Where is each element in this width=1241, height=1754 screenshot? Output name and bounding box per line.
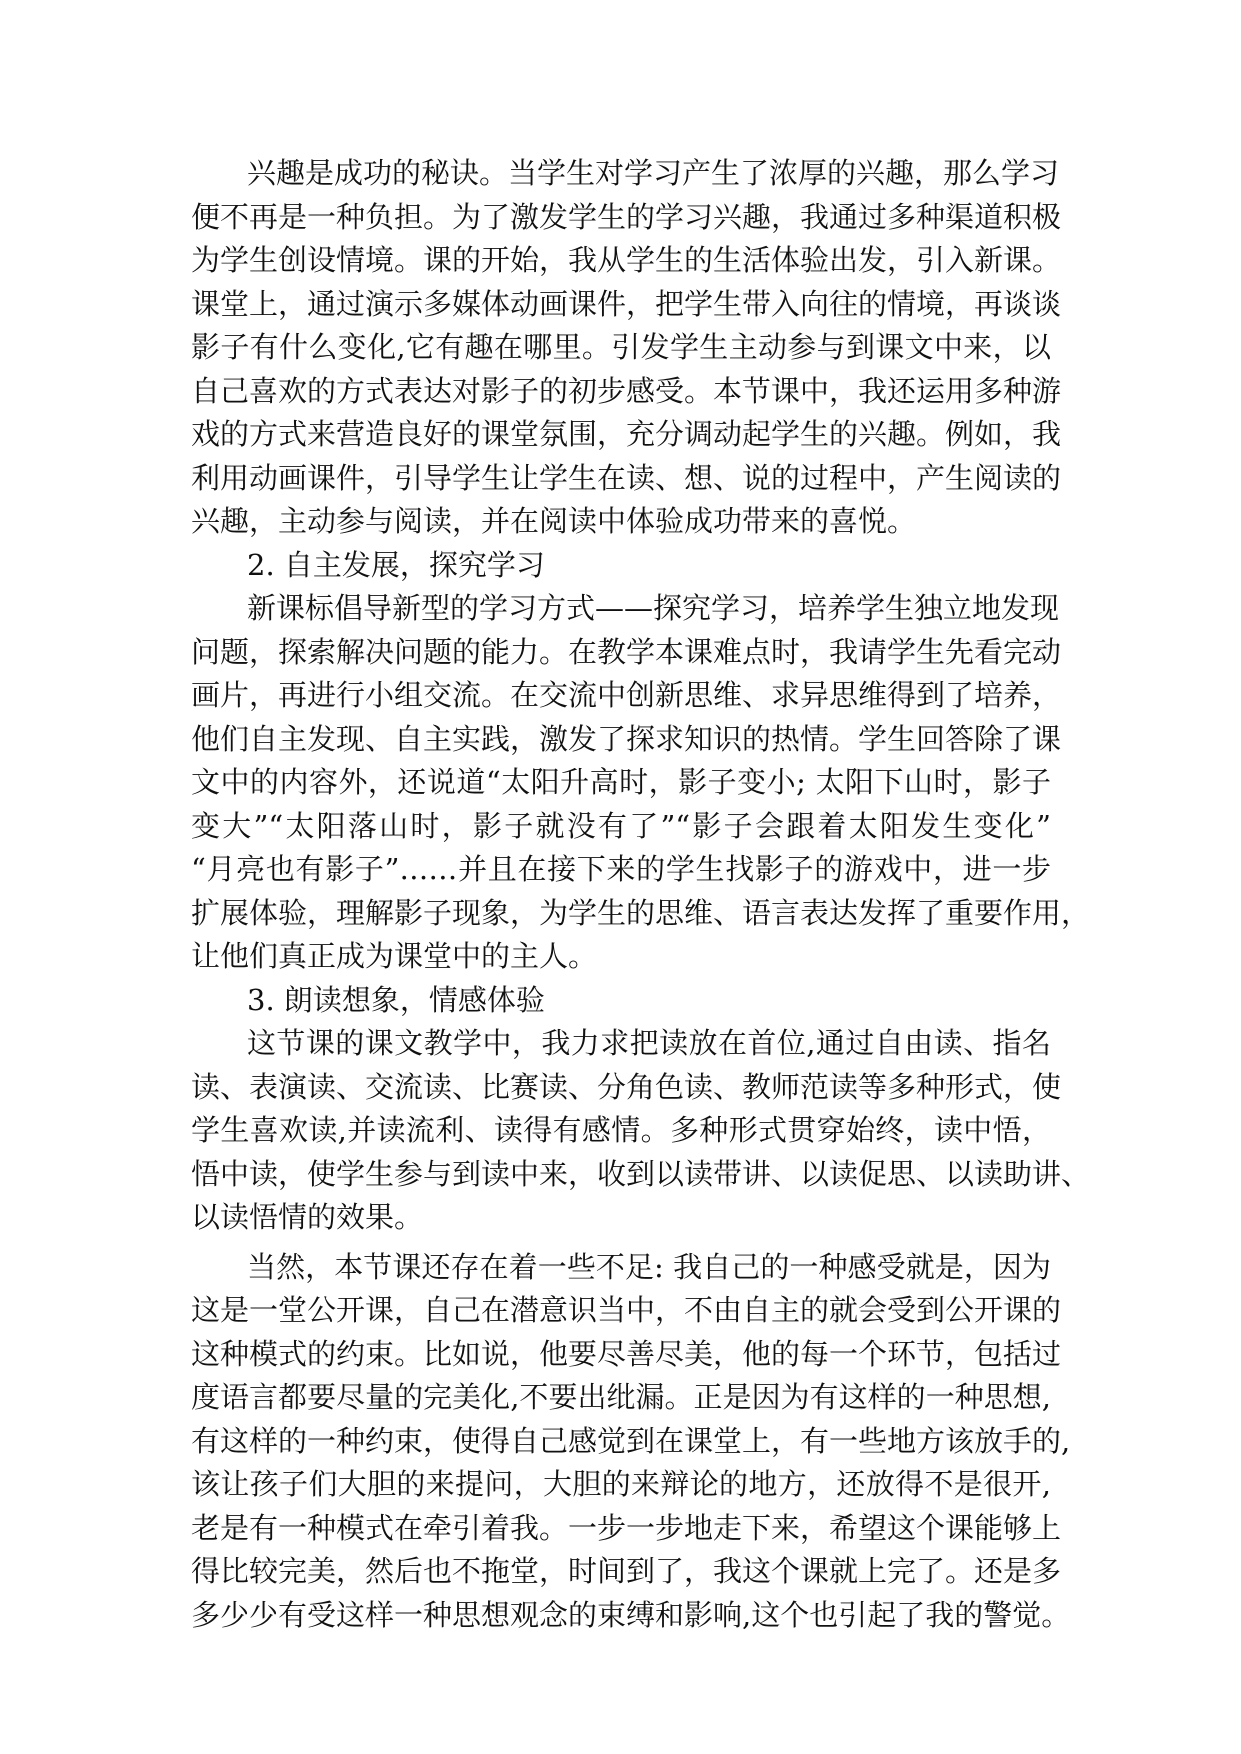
text-line: 问题，探索解决问题的能力。在教学本课难点时，我请学生先看完动	[191, 634, 1062, 669]
text-line: 读、表演读、交流读、比赛读、分角色读、教师范读等多种形式，使	[191, 1069, 1062, 1104]
text-line: 多少少有受这样一种思想观念的束缚和影响,这个也引起了我的警觉。	[191, 1597, 1071, 1632]
text-line: 文中的内容外，还说道“太阳升高时，影子变小; 太阳下山时，影子	[191, 765, 1051, 799]
text-line: 让他们真正成为课堂中的主人。	[191, 939, 598, 973]
text-line: 影子有什么变化,它有趣在哪里。引发学生主动参与到课文中来，以	[191, 330, 1051, 364]
document-body	[191, 152, 1091, 1637]
text-line: 这种模式的约束。比如说，他要尽善尽美，他的每一个环节，包括过	[191, 1336, 1062, 1371]
paragraph-interest	[191, 152, 1062, 544]
text-line: 有这样的一种约束，使得自己感觉到在课堂上，有一些地方该放手的,	[191, 1423, 1071, 1458]
text-line: 为学生创设情境。课的开始，我从学生的生活体验出发，引入新课。	[191, 243, 1062, 277]
text-line: 老是有一种模式在牵引着我。一步一步地走下来，希望这个课能够上	[191, 1510, 1062, 1545]
heading-text: 3. 朗读想象，情感体验	[247, 982, 545, 1017]
section-heading-3	[191, 979, 1051, 1023]
text-line: 以读悟情的效果。	[191, 1200, 424, 1234]
paragraph-reflection	[191, 1246, 1071, 1638]
text-line: 兴趣是成功的秘诀。当学生对学习产生了浓厚的兴趣，那么学习	[247, 156, 1060, 190]
text-line: 该让孩子们大胆的来提问，大胆的来辩论的地方，还放得不是很开,	[191, 1467, 1051, 1501]
paragraph-inquiry	[191, 587, 1091, 979]
text-line: 变大”“太阳落山时，影子就没有了”“影子会跟着太阳发生变化”	[191, 808, 1051, 843]
text-line: 课堂上，通过演示多媒体动画课件，把学生带入向往的情境，再谈谈	[191, 286, 1062, 321]
heading-text: 2. 自主发展，探究学习	[247, 547, 545, 582]
text-line: 他们自主发现、自主实践，激发了探求知识的热情。学生回答除了课	[191, 721, 1062, 756]
text-line: 画片，再进行小组交流。在交流中创新思维、求异思维得到了培养，	[191, 678, 1062, 712]
text-line: 便不再是一种负担。为了激发学生的学习兴趣，我通过多种渠道积极	[191, 199, 1062, 234]
paragraph-reading	[191, 1022, 1091, 1240]
text-line: 悟中读，使学生参与到读中来，收到以读带讲、以读促思、以读助讲、	[191, 1156, 1091, 1191]
text-line: 度语言都要尽量的完美化,不要出纰漏。正是因为有这样的一种思想,	[191, 1380, 1051, 1414]
text-line: 这节课的课文教学中，我力求把读放在首位,通过自由读、指名	[247, 1026, 1051, 1060]
section-heading-2	[191, 544, 1051, 588]
text-line: 戏的方式来营造良好的课堂氛围，充分调动起学生的兴趣。例如，我	[191, 417, 1062, 451]
text-line: 扩展体验，理解影子现象，为学生的思维、语言表达发挥了重要作用，	[191, 895, 1091, 930]
text-line: 新课标倡导新型的学习方式——探究学习，培养学生独立地发现	[247, 591, 1060, 625]
text-line: 得比较完美，然后也不拖堂，时间到了，我这个课就上完了。还是多	[191, 1554, 1062, 1588]
text-line: 这是一堂公开课，自己在潜意识当中，不由自主的就会受到公开课的	[191, 1293, 1062, 1327]
text-line: “月亮也有影子”……并且在接下来的学生找影子的游戏中，进一步	[191, 852, 1051, 886]
text-line: 学生喜欢读,并读流利、读得有感情。多种形式贯穿始终，读中悟，	[191, 1113, 1051, 1147]
text-line: 兴趣，主动参与阅读，并在阅读中体验成功带来的喜悦。	[191, 504, 917, 538]
text-line: 当然，本节课还存在着一些不足: 我自己的一种感受就是，因为	[247, 1249, 1051, 1284]
text-line: 自己喜欢的方式表达对影子的初步感受。本节课中，我还运用多种游	[191, 373, 1062, 408]
text-line: 利用动画课件，引导学生让学生在读、想、说的过程中，产生阅读的	[191, 460, 1062, 495]
